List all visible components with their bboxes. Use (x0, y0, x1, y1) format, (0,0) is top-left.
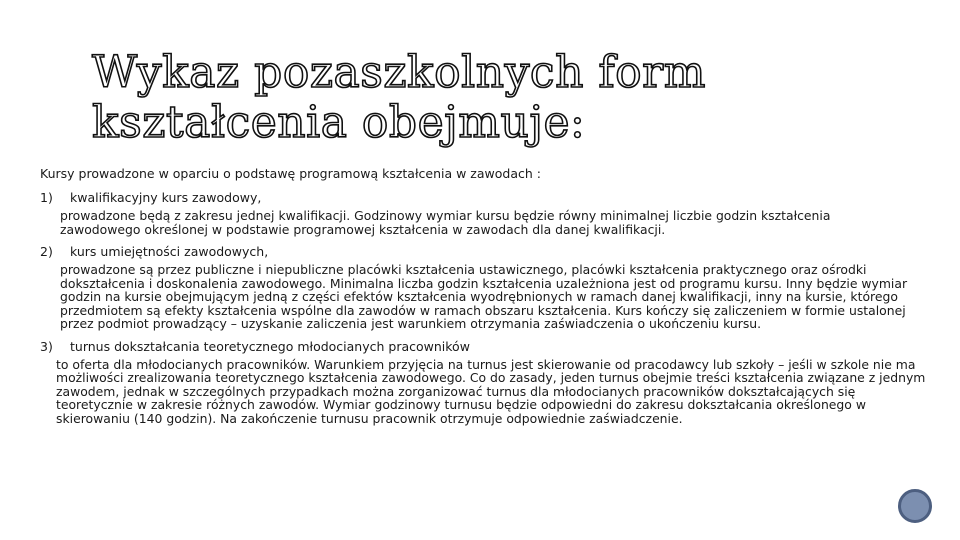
list-item-body: prowadzone są przez publiczne i niepubliczne placówki kształcenia ustawicznego, placówki kształcenia praktycznego oraz ośrodki dokształcenia i doskonalenia zawodowego. Minimalna liczba godzin kształcenia uzależniona jest od programu kursu. Inny będzie wymiar godzin na kursie obejmującym jedną z części efektów kształcenia wyodrębnionych w ramach danej kwalifikacji, inny na kursie, którego przedmiotem są efekty kształcenia wspólne dla zawodów w ramach obszaru kształcenia. Kurs kończy się zaliczeniem w formie ustalonej przez podmiot prowadzący – uzyskanie zaliczenia jest warunkiem otrzymania zaświadczenia o ukończeniu kursu. (60, 262, 908, 331)
list-item-title: turnus dokształcania teoretycznego młodocianych pracowników (70, 338, 470, 354)
list-item-heading (40, 339, 930, 354)
slide-title: Wykaz pozaszkolnych form kształcenia obejmuje: (92, 47, 706, 148)
list-item-body: prowadzone będą z zakresu jednej kwalifikacji. Godzinowy wymiar kursu będzie równy minimalnej liczbie godzin kształcenia zawodowego określonej w podstawie programowej kształcenia w zawodach dla danej kwalifikacji. (60, 208, 831, 237)
list-item-title: kwalifikacyjny kurs zawodowy, (70, 190, 262, 205)
slide-content (40, 166, 930, 433)
slide-badge-circle (898, 489, 932, 523)
list-item-number: 1) (40, 190, 53, 205)
intro-text: Kursy prowadzone w oparciu o podstawę programową kształcenia w zawodach : (40, 166, 541, 181)
list-item-heading (40, 190, 930, 205)
list-item-body: to oferta dla młodocianych pracowników. Warunkiem przyjęcia na turnus jest skierowanie od pracodawcy lub szkoły – jeśli w szkole nie ma możliwości zrealizowania teoretycznego kształcenia zawodowego. Co do zasady, jeden turnus obejmie treści kształcenia związane z jednym zawodem, jednak w szczególnych przypadkach można zorganizować turnus dla młodocianych pracowników dokształcających się teoretycznie w zakresie różnych zawodów. Wymiar godzinowy turnusu będzie odpowiedni do zakresu dokształcania określonego w skierowaniu (140 godzin). Na zakończenie turnusu pracownik otrzymuje odpowiednie zaświadczenie. (56, 356, 926, 426)
list-item-title: kurs umiejętności zawodowych, (70, 244, 269, 259)
list-item-heading (40, 244, 930, 259)
list-item-number: 3) (40, 338, 53, 354)
list-item-number: 2) (40, 244, 53, 259)
